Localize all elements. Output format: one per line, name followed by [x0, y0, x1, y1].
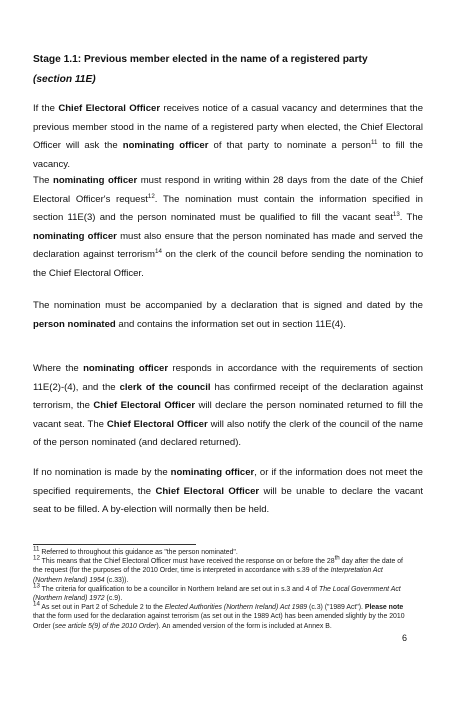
section-heading-title: Stage 1.1: Previous member elected in the name of a registered party: [33, 54, 368, 65]
term-chief-electoral-officer: Chief Electoral Officer: [58, 103, 161, 114]
term-nominating-officer: nominating officer: [53, 175, 138, 186]
paragraph-no-nomination: If no nomination is made by the nominating officer, or if the information does not meet the specified requirements, the Chief Electoral Officer will be unable to declare the vacant seat to be filled. A by-election will normally then be held.: [33, 467, 423, 516]
footnote-12: $^{12}$ This means that the Chief Electoral Officer must have received the response on or before the 28th day after the date of the request (for the purposes of the 2010 Order, time is interpreted in accordance with s.39 of the Interpretation Act (Northern Ireland) 1954 (c.33)).: [33, 554, 403, 584]
term-nominating-officer: nominating officer: [33, 230, 117, 242]
term-clerk-of-the-council: clerk of the council: [119, 381, 211, 393]
paragraph-declared-returned: Where the nominating officer responds in accordance with the requirements of section 11E(2)-(4), and the clerk of the council has confirmed receipt of the declaration against terrorism, the Chief Electoral Officer will declare the person nominated returned to fill the vacant seat. The Chief Electoral Officer will also notify the clerk of the council of the name of the person nominated (and declared returned).: [33, 363, 424, 449]
footnote-divider: [33, 544, 196, 545]
footnote-ref-11: 11: [371, 139, 378, 147]
term-nominating-officer: nominating officer: [83, 363, 169, 374]
term-chief-electoral-officer: Chief Electoral Officer: [155, 485, 260, 497]
term-nominating-officer: nominating officer: [170, 467, 255, 478]
term-chief-electoral-officer: Chief Electoral Officer: [93, 400, 196, 412]
footnote-11: $^{11}$ Referred to throughout this guidance as "the person nominated".: [33, 545, 238, 556]
footnote-13: $^{13}$ The criteria for qualification to be a councillor in Northern Ireland are set out in s.3 and 4 of The Local Government Act (Northern Ireland) 1972 (c.9).: [33, 582, 401, 603]
paragraph-declaration: The nomination must be accompanied by a declaration that is signed and dated by the person nominated and contains the information set out in section 11E(4).: [33, 300, 423, 330]
section-heading-reference: (section 11E): [33, 74, 96, 85]
term-person-nominated: person nominated: [33, 318, 116, 330]
term-nominating-officer: nominating officer: [122, 140, 209, 152]
footnote-ref-13: 13: [392, 211, 400, 219]
page-number: 6: [402, 633, 408, 643]
footnote-14: $^{14}$ As set out in Part 2 of Schedule 2 to the Elected Authorities (Northern Ireland) Act 1989 (c.3) ("1989 Act"). Please note that the form used for the declaration against terrorism (as set out in the 1989 Act) has been amended slightly by the 2010 Order (see article 5(9) of the 2010 Order). An amended version of the form is included at Annex B.: [33, 600, 405, 630]
paragraph-nomination-response: The nominating officer must respond in writing within 28 days from the date of the Chief Electoral Officer's request$^{12}$. The nomination must contain the information specified in section 11E(3) and the person nominated must be qualified to fill the vacant seat$^{13}$. The nominating officer must also ensure that the person nominated has made and served the declaration against terrorism$^{14}$ on the clerk of the council before sending the nomination to the Chief Electoral Officer.: [33, 175, 424, 279]
paragraph-casual-vacancy: If the Chief Electoral Officer receives notice of a casual vacancy and determines that the previous member stood in the name of a registered party when elected, the Chief Electoral Officer will ask the nominating officer of that party to nominate a person$^{11}$ to fill the vacancy.: [33, 103, 424, 170]
term-chief-electoral-officer: Chief Electoral Officer: [106, 418, 208, 430]
footnote-ref-12: 12: [147, 192, 155, 200]
section-heading: [33, 50, 423, 90]
footnotes: [33, 545, 413, 631]
footnote-ref-14: 14: [155, 248, 162, 256]
